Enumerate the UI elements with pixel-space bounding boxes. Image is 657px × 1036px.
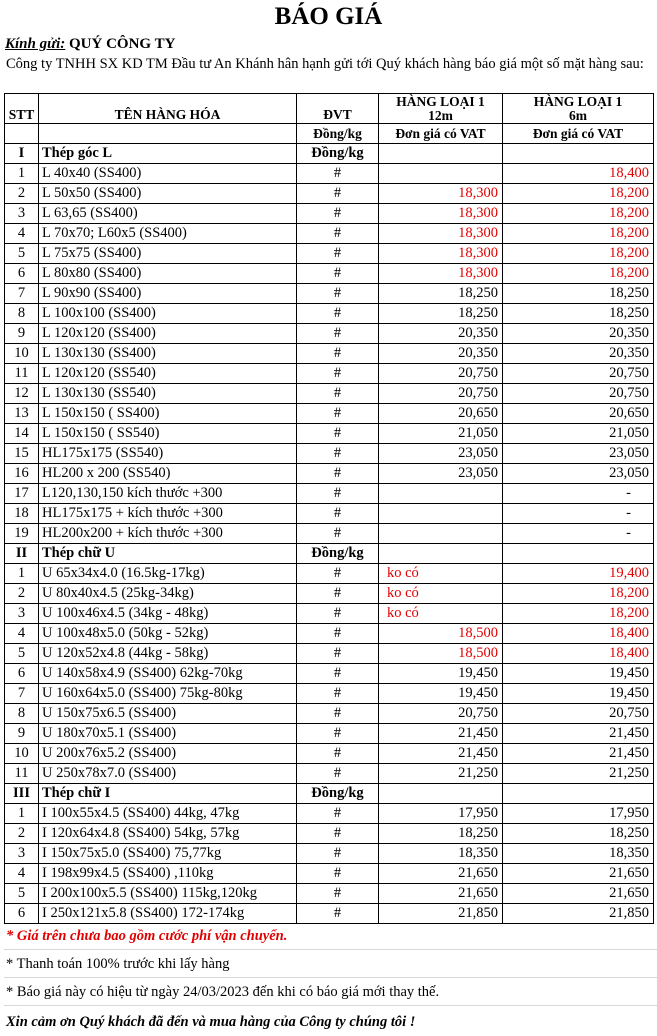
item-price-6m: 18,200: [503, 204, 654, 224]
section-name: Thép chữ U: [39, 544, 297, 564]
item-name: HL175x175 (SS540): [39, 444, 297, 464]
table-row: [5, 224, 654, 244]
unit-row-dvt: Đồng/kg: [297, 124, 379, 144]
item-price-12m: 19,450: [379, 664, 503, 684]
item-price-12m: 19,450: [379, 684, 503, 704]
item-price-12m: [379, 164, 503, 184]
item-price-12m: 21,650: [379, 884, 503, 904]
item-unit: #: [297, 584, 379, 604]
table-row: [5, 384, 654, 404]
item-unit: #: [297, 604, 379, 624]
item-price-6m: 23,050: [503, 444, 654, 464]
table-row: [5, 324, 654, 344]
item-number: 8: [5, 704, 39, 724]
item-number: 2: [5, 584, 39, 604]
item-name: I 250x121x5.8 (SS400) 172-174kg: [39, 904, 297, 924]
item-name: I 120x64x4.8 (SS400) 54kg, 57kg: [39, 824, 297, 844]
item-price-12m: 20,750: [379, 364, 503, 384]
section-price-6m: [503, 544, 654, 564]
table-row: [5, 644, 654, 664]
item-price-6m: 20,350: [503, 344, 654, 364]
table-row: [5, 424, 654, 444]
header-name: TÊN HÀNG HÓA: [39, 94, 297, 124]
greeting-label: Kính gửi:: [5, 36, 66, 52]
item-number: 6: [5, 664, 39, 684]
item-unit: #: [297, 764, 379, 784]
item-unit: #: [297, 344, 379, 364]
greeting: [5, 36, 175, 53]
note-thanks: Xin cảm ơn Quý khách đã đến và mua hàng của Công ty chúng tôi !: [6, 1014, 416, 1030]
table-row: [5, 604, 654, 624]
item-price-6m: 21,450: [503, 724, 654, 744]
item-unit: #: [297, 664, 379, 684]
item-number: 11: [5, 764, 39, 784]
item-number: 4: [5, 624, 39, 644]
table-row: [5, 204, 654, 224]
item-name: I 198x99x4.5 (SS400) ,110kg: [39, 864, 297, 884]
item-number: 1: [5, 164, 39, 184]
item-price-6m: 18,400: [503, 644, 654, 664]
page-title: BÁO GIÁ: [274, 3, 383, 30]
item-price-6m: 18,400: [503, 164, 654, 184]
item-price-12m: [379, 484, 503, 504]
item-price-6m: 18,200: [503, 584, 654, 604]
section-price-6m: [503, 144, 654, 164]
item-price-12m: 21,250: [379, 764, 503, 784]
item-price-6m: 18,250: [503, 284, 654, 304]
table-row: [5, 184, 654, 204]
item-name: L120,130,150 kích thước +300: [39, 484, 297, 504]
item-price-6m: 18,200: [503, 184, 654, 204]
item-name: L 150x150 ( SS540): [39, 424, 297, 444]
section-unit: Đồng/kg: [297, 144, 379, 164]
section-name: Thép chữ I: [39, 784, 297, 804]
item-price-12m: 20,650: [379, 404, 503, 424]
item-number: 3: [5, 844, 39, 864]
table-row: [5, 764, 654, 784]
item-number: 2: [5, 184, 39, 204]
note-validity: * Báo giá này có hiệu từ ngày 24/03/2023 đến khi có báo giá mới thay thế.: [4, 978, 657, 1006]
item-price-6m: 18,250: [503, 824, 654, 844]
item-number: 19: [5, 524, 39, 544]
item-name: U 120x52x4.8 (44kg - 58kg): [39, 644, 297, 664]
item-number: 1: [5, 804, 39, 824]
item-name: U 100x48x5.0 (50kg - 52kg): [39, 624, 297, 644]
item-price-12m: 18,300: [379, 224, 503, 244]
item-name: U 140x58x4.9 (SS400) 62kg-70kg: [39, 664, 297, 684]
item-price-6m: -: [503, 524, 654, 544]
item-number: 18: [5, 504, 39, 524]
item-price-12m: 23,050: [379, 464, 503, 484]
item-price-6m: 18,250: [503, 304, 654, 324]
item-unit: #: [297, 364, 379, 384]
item-name: U 160x64x5.0 (SS400) 75kg-80kg: [39, 684, 297, 704]
item-unit: #: [297, 424, 379, 444]
item-price-6m: 18,200: [503, 604, 654, 624]
item-unit: #: [297, 164, 379, 184]
item-number: 3: [5, 604, 39, 624]
item-number: 9: [5, 724, 39, 744]
section-name: Thép góc L: [39, 144, 297, 164]
section-price-6m: [503, 784, 654, 804]
item-price-6m: 20,750: [503, 704, 654, 724]
item-unit: #: [297, 224, 379, 244]
item-number: 9: [5, 324, 39, 344]
item-price-6m: 17,950: [503, 804, 654, 824]
item-price-12m: 18,350: [379, 844, 503, 864]
item-price-6m: 20,650: [503, 404, 654, 424]
item-name: U 180x70x5.1 (SS400): [39, 724, 297, 744]
unit-row-stt: [5, 124, 39, 144]
item-unit: #: [297, 464, 379, 484]
item-unit: #: [297, 804, 379, 824]
item-unit: #: [297, 564, 379, 584]
item-price-12m: 17,950: [379, 804, 503, 824]
item-number: 13: [5, 404, 39, 424]
item-name: L 120x120 (SS540): [39, 364, 297, 384]
table-row: [5, 344, 654, 364]
item-price-6m: 18,400: [503, 624, 654, 644]
item-price-6m: 19,450: [503, 684, 654, 704]
item-unit: #: [297, 244, 379, 264]
item-price-6m: 18,200: [503, 244, 654, 264]
item-unit: #: [297, 444, 379, 464]
item-unit: #: [297, 824, 379, 844]
item-price-12m: 18,250: [379, 824, 503, 844]
section-row: [5, 784, 654, 804]
table-row: [5, 884, 654, 904]
item-unit: #: [297, 624, 379, 644]
item-unit: #: [297, 704, 379, 724]
section-unit: Đồng/kg: [297, 784, 379, 804]
item-price-6m: 21,650: [503, 884, 654, 904]
section-price-12m: [379, 544, 503, 564]
item-unit: #: [297, 284, 379, 304]
table-row: [5, 744, 654, 764]
table-row: [5, 244, 654, 264]
item-price-12m: 21,450: [379, 744, 503, 764]
price-table: [4, 93, 654, 924]
item-name: L 50x50 (SS400): [39, 184, 297, 204]
item-name: L 75x75 (SS400): [39, 244, 297, 264]
table-row: [5, 464, 654, 484]
item-unit: #: [297, 504, 379, 524]
section-unit: Đồng/kg: [297, 544, 379, 564]
item-price-12m: 21,050: [379, 424, 503, 444]
item-unit: #: [297, 684, 379, 704]
item-price-12m: ko có: [379, 584, 503, 604]
item-price-6m: 19,400: [503, 564, 654, 584]
table-row: [5, 844, 654, 864]
item-price-12m: 18,300: [379, 184, 503, 204]
item-unit: #: [297, 324, 379, 344]
item-price-12m: 18,500: [379, 624, 503, 644]
item-number: 17: [5, 484, 39, 504]
item-name: U 150x75x6.5 (SS400): [39, 704, 297, 724]
item-price-12m: 21,650: [379, 864, 503, 884]
section-price-12m: [379, 144, 503, 164]
table-row: [5, 404, 654, 424]
item-number: 10: [5, 344, 39, 364]
item-price-12m: 18,300: [379, 244, 503, 264]
item-price-12m: 18,300: [379, 204, 503, 224]
item-price-12m: 21,450: [379, 724, 503, 744]
item-price-6m: 20,350: [503, 324, 654, 344]
item-number: 12: [5, 384, 39, 404]
item-price-12m: [379, 504, 503, 524]
section-number: I: [5, 144, 39, 164]
item-price-6m: 21,250: [503, 764, 654, 784]
item-name: HL200 x 200 (SS540): [39, 464, 297, 484]
item-unit: #: [297, 184, 379, 204]
table-row: [5, 864, 654, 884]
table-row: [5, 284, 654, 304]
item-number: 5: [5, 244, 39, 264]
item-name: L 70x70; L60x5 (SS400): [39, 224, 297, 244]
item-price-6m: 18,200: [503, 264, 654, 284]
item-name: U 200x76x5.2 (SS400): [39, 744, 297, 764]
header-price-12m-length: 12m: [428, 107, 453, 123]
item-unit: #: [297, 744, 379, 764]
intro-text: Công ty TNHH SX KD TM Đầu tư An Khánh hân hạnh gửi tới Quý khách hàng báo giá một số mặt hàng sau:: [6, 56, 644, 72]
item-name: L 80x80 (SS400): [39, 264, 297, 284]
table-row: [5, 304, 654, 324]
item-number: 6: [5, 904, 39, 924]
table-row: [5, 444, 654, 464]
section-number: III: [5, 784, 39, 804]
item-price-6m: 21,850: [503, 904, 654, 924]
section-price-12m: [379, 784, 503, 804]
table-row: [5, 484, 654, 504]
item-name: I 200x100x5.5 (SS400) 115kg,120kg: [39, 884, 297, 904]
table-row: [5, 684, 654, 704]
item-unit: #: [297, 484, 379, 504]
item-name: U 80x40x4.5 (25kg-34kg): [39, 584, 297, 604]
table-row: [5, 724, 654, 744]
item-price-6m: 18,200: [503, 224, 654, 244]
section-row: [5, 144, 654, 164]
note-payment: * Thanh toán 100% trước khi lấy hàng: [4, 950, 657, 978]
item-number: 11: [5, 364, 39, 384]
item-name: U 65x34x4.0 (16.5kg-17kg): [39, 564, 297, 584]
item-price-12m: 23,050: [379, 444, 503, 464]
item-number: 5: [5, 644, 39, 664]
table-row: [5, 504, 654, 524]
item-name: I 100x55x4.5 (SS400) 44kg, 47kg: [39, 804, 297, 824]
item-name: U 250x78x7.0 (SS400): [39, 764, 297, 784]
table-row: [5, 704, 654, 724]
header-stt: STT: [5, 94, 39, 124]
item-name: HL200x200 + kích thước +300: [39, 524, 297, 544]
item-number: 3: [5, 204, 39, 224]
table-row: [5, 904, 654, 924]
item-name: L 150x150 ( SS400): [39, 404, 297, 424]
item-unit: #: [297, 844, 379, 864]
item-number: 2: [5, 824, 39, 844]
header-price-12m: [379, 94, 503, 124]
item-price-12m: 18,300: [379, 264, 503, 284]
note-shipping: * Giá trên chưa bao gồm cước phí vận chuyển.: [4, 922, 657, 950]
item-number: 10: [5, 744, 39, 764]
item-name: L 90x90 (SS400): [39, 284, 297, 304]
item-name: HL175x175 + kích thước +300: [39, 504, 297, 524]
item-price-6m: 21,650: [503, 864, 654, 884]
item-name: I 150x75x5.0 (SS400) 75,77kg: [39, 844, 297, 864]
item-price-12m: 21,850: [379, 904, 503, 924]
item-unit: #: [297, 724, 379, 744]
item-name: L 63,65 (SS400): [39, 204, 297, 224]
table-row: [5, 564, 654, 584]
item-name: L 120x120 (SS400): [39, 324, 297, 344]
item-unit: #: [297, 864, 379, 884]
item-unit: #: [297, 304, 379, 324]
header-price-6m-length: 6m: [569, 107, 587, 123]
item-number: 15: [5, 444, 39, 464]
item-price-12m: ko có: [379, 604, 503, 624]
header-price-6m-grade: HÀNG LOẠI 1: [533, 93, 623, 109]
header-price-6m: [503, 94, 654, 124]
unit-row-price-6m: Đơn giá có VAT: [503, 124, 654, 144]
item-price-6m: 20,750: [503, 384, 654, 404]
item-price-6m: 19,450: [503, 664, 654, 684]
item-number: 7: [5, 284, 39, 304]
section-row: [5, 544, 654, 564]
item-price-6m: 18,350: [503, 844, 654, 864]
table-row: [5, 584, 654, 604]
table-row: [5, 264, 654, 284]
table-row: [5, 824, 654, 844]
item-number: 5: [5, 884, 39, 904]
item-number: 16: [5, 464, 39, 484]
item-unit: #: [297, 904, 379, 924]
item-price-6m: 23,050: [503, 464, 654, 484]
item-unit: #: [297, 204, 379, 224]
header-dvt: ĐVT: [297, 94, 379, 124]
item-unit: #: [297, 384, 379, 404]
table-row: [5, 164, 654, 184]
item-price-12m: 20,350: [379, 324, 503, 344]
item-price-12m: 18,250: [379, 304, 503, 324]
item-price-12m: 18,500: [379, 644, 503, 664]
item-price-12m: [379, 524, 503, 544]
unit-row-price-12m: Đơn giá có VAT: [379, 124, 503, 144]
item-price-6m: 20,750: [503, 364, 654, 384]
item-unit: #: [297, 404, 379, 424]
item-name: U 100x46x4.5 (34kg - 48kg): [39, 604, 297, 624]
item-name: L 100x100 (SS400): [39, 304, 297, 324]
table-row: [5, 624, 654, 644]
item-number: 1: [5, 564, 39, 584]
item-price-12m: 20,750: [379, 384, 503, 404]
header-price-12m-grade: HÀNG LOẠI 1: [396, 93, 485, 109]
item-number: 7: [5, 684, 39, 704]
item-price-12m: 18,250: [379, 284, 503, 304]
item-price-6m: -: [503, 504, 654, 524]
item-number: 4: [5, 864, 39, 884]
item-unit: #: [297, 884, 379, 904]
unit-row-name: [39, 124, 297, 144]
item-name: L 40x40 (SS400): [39, 164, 297, 184]
item-unit: #: [297, 644, 379, 664]
item-price-12m: ko có: [379, 564, 503, 584]
item-price-12m: 20,350: [379, 344, 503, 364]
item-unit: #: [297, 264, 379, 284]
item-number: 4: [5, 224, 39, 244]
item-price-6m: -: [503, 484, 654, 504]
greeting-recipient: QUÝ CÔNG TY: [65, 36, 176, 52]
item-unit: #: [297, 524, 379, 544]
item-number: 8: [5, 304, 39, 324]
item-number: 14: [5, 424, 39, 444]
table-row: [5, 364, 654, 384]
item-number: 6: [5, 264, 39, 284]
item-price-6m: 21,050: [503, 424, 654, 444]
item-price-12m: 20,750: [379, 704, 503, 724]
item-name: L 130x130 (SS400): [39, 344, 297, 364]
section-number: II: [5, 544, 39, 564]
table-row: [5, 664, 654, 684]
header-row: [5, 94, 654, 124]
table-row: [5, 524, 654, 544]
table-row: [5, 804, 654, 824]
unit-row: [5, 124, 654, 144]
notes: [4, 922, 657, 1036]
item-price-6m: 21,450: [503, 744, 654, 764]
item-name: L 130x130 (SS540): [39, 384, 297, 404]
